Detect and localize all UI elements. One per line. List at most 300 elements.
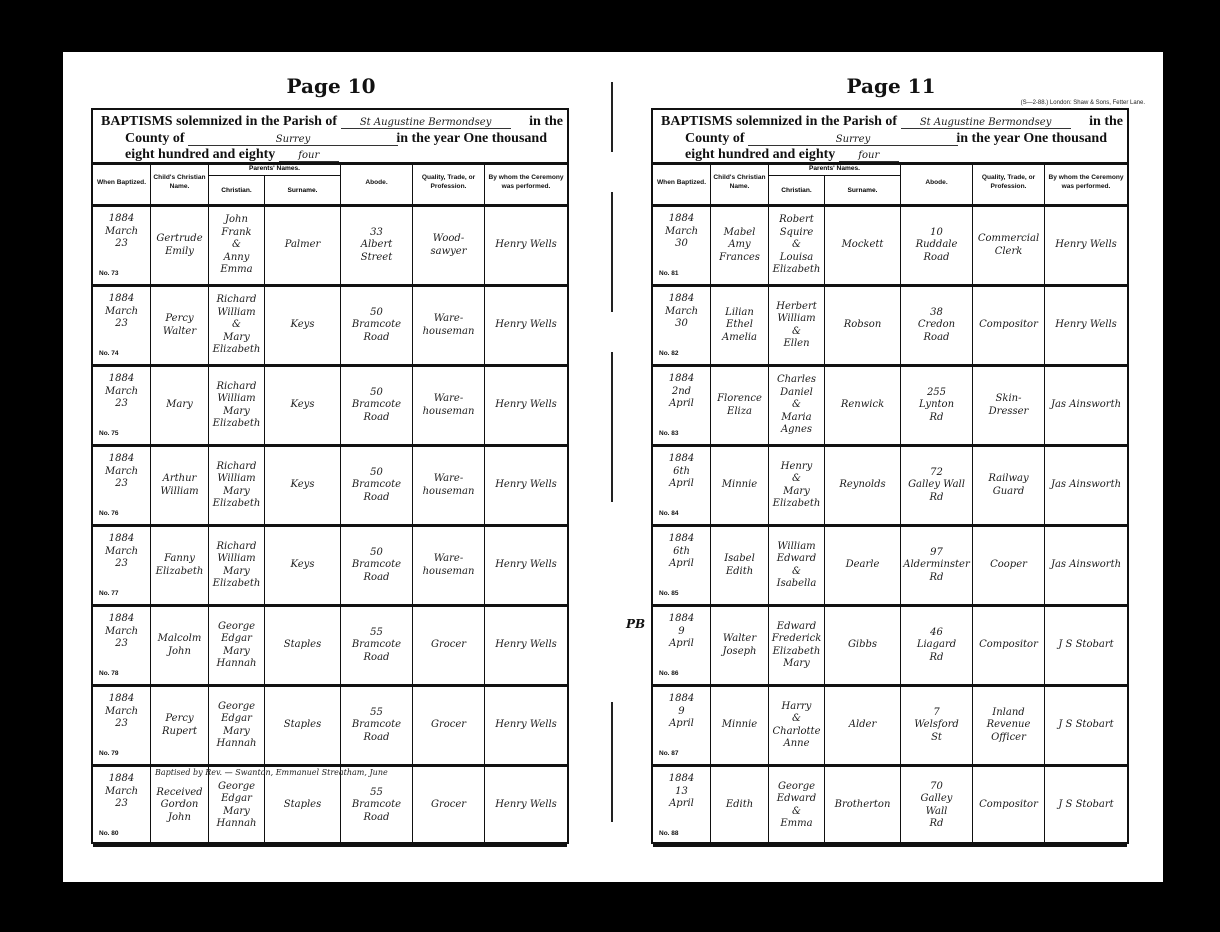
surname-text: Dearle (845, 559, 880, 571)
by-text: Jas Ainsworth (1050, 399, 1122, 411)
cell-surname (265, 607, 341, 684)
entry-number: No. 73 (99, 269, 119, 277)
surname-text: Robson (843, 319, 882, 331)
cell-quality (413, 607, 485, 684)
christian-text: Henry & Mary Elizabeth (772, 460, 821, 509)
parish-name: St Augustine Bermondsey (901, 117, 1071, 129)
by-text: Jas Ainsworth (1050, 479, 1122, 491)
cell-quality (413, 207, 485, 284)
surname-text: Staples (283, 799, 322, 811)
surname-text: Keys (290, 399, 315, 411)
year-value: four (279, 150, 339, 162)
heading-county-label: County of (685, 131, 745, 146)
cell-surname (825, 287, 901, 364)
quality-text: Ware- houseman (422, 473, 475, 497)
abode-text: 38 Credon Road (917, 306, 956, 343)
cell-surname (825, 527, 901, 604)
quality-text: Grocer (430, 799, 467, 811)
cell-abode (901, 607, 973, 684)
table-row (653, 447, 1127, 527)
cell-quality (973, 367, 1045, 444)
cell-abode (901, 687, 973, 764)
page-number: Page 11 (846, 74, 936, 98)
table-row (653, 527, 1127, 607)
date-text: 1884 13 April (668, 773, 695, 809)
cell-by (1045, 207, 1127, 284)
date-text: 1884 March 23 (104, 373, 139, 409)
heading-county-label: County of (125, 131, 185, 146)
cell-christian (769, 687, 825, 764)
cell-date (653, 527, 711, 604)
column-headers (653, 162, 1127, 207)
county-name: Surrey (748, 134, 958, 146)
cell-abode (341, 287, 413, 364)
column-headers (93, 162, 567, 207)
cell-by (485, 687, 567, 764)
cell-date (93, 687, 151, 764)
by-text: Henry Wells (1055, 319, 1117, 331)
cell-quality (413, 527, 485, 604)
cell-date (653, 447, 711, 524)
child-text: Walter Joseph (722, 633, 757, 657)
entry-number: No. 81 (659, 269, 679, 277)
child-text: Malcolm John (157, 633, 202, 657)
quality-text: Inland Revenue Officer (986, 706, 1031, 743)
surname-text: Gibbs (847, 639, 878, 651)
cell-christian (769, 767, 825, 844)
abode-text: 255 Lynton Rd (918, 386, 955, 423)
surname-text: Staples (283, 639, 322, 651)
cell-date (93, 287, 151, 364)
register-heading (653, 110, 1127, 165)
surname-text: Keys (290, 559, 315, 571)
by-text: Henry Wells (495, 799, 557, 811)
col-christian: Christian. (769, 176, 825, 204)
cell-quality (413, 367, 485, 444)
cell-christian (209, 447, 265, 524)
cell-surname (825, 207, 901, 284)
heading-parish-label: BAPTISMS solemnized in the Parish of (661, 114, 898, 129)
table-row (653, 767, 1127, 847)
left-page (81, 52, 581, 882)
date-text: 1884 March 23 (104, 773, 139, 809)
child-text: Received Gordon John (156, 786, 203, 823)
printer-imprint: (S—2-88.) London: Shaw & Sons, Fetter Lane. (1020, 100, 1145, 106)
child-text: Minnie (721, 719, 758, 731)
by-text: Henry Wells (1055, 239, 1117, 251)
cell-child (711, 607, 769, 684)
year-value: four (839, 150, 899, 162)
date-text: 1884 March 23 (104, 693, 139, 729)
surname-text: Keys (290, 479, 315, 491)
cell-abode (901, 447, 973, 524)
by-text: Henry Wells (495, 719, 557, 731)
surname-text: Mockett (841, 239, 884, 251)
child-text: Percy Walter (162, 313, 197, 337)
cell-surname (265, 367, 341, 444)
entry-number: No. 82 (659, 349, 679, 357)
by-text: Jas Ainsworth (1050, 559, 1122, 571)
child-text: Florence Eliza (717, 393, 762, 417)
entry-annotation: Baptised by Rev. — Swanton, Emmanuel Streatham, June (155, 768, 388, 777)
table-row (93, 527, 567, 607)
child-text: Lilian Ethel Amelia (722, 306, 757, 343)
abode-text: 55 Bramcote Road (351, 706, 402, 743)
entry-number: No. 76 (99, 509, 119, 517)
quality-text: Ware- houseman (422, 553, 475, 577)
entry-number: No. 87 (659, 749, 679, 757)
cell-date (93, 207, 151, 284)
christian-text: Edward Frederick Elizabeth Mary (771, 620, 822, 669)
by-text: Henry Wells (495, 639, 557, 651)
child-text: Gertrude Emily (156, 233, 203, 257)
table-row (93, 207, 567, 287)
by-text: J S Stobart (1058, 639, 1114, 651)
quality-text: Skin- Dresser (988, 393, 1029, 417)
cell-child (151, 367, 209, 444)
by-text: Henry Wells (495, 479, 557, 491)
abode-text: 50 Bramcote Road (351, 386, 402, 423)
cell-abode (341, 527, 413, 604)
register-heading (93, 110, 567, 165)
child-text: Percy Rupert (161, 713, 198, 737)
quality-text: Wood- sawyer (430, 233, 467, 257)
cell-by (485, 367, 567, 444)
abode-text: 70 Galley Wall Rd (920, 780, 953, 829)
cell-child (151, 687, 209, 764)
date-text: 1884 9 April (668, 613, 695, 649)
cell-quality (413, 767, 485, 844)
entry-number: No. 78 (99, 669, 119, 677)
christian-text: Charles Daniel & Maria Agnes (776, 374, 817, 436)
date-text: 1884 March 23 (104, 293, 139, 329)
abode-text: 97 Alderminster Rd (903, 546, 970, 583)
cell-by (1045, 527, 1127, 604)
abode-text: 46 Liagard Rd (916, 626, 957, 663)
christian-text: Herbert William & Ellen (776, 300, 817, 349)
quality-text: Commercial Clerk (977, 233, 1040, 257)
cell-child (711, 527, 769, 604)
cell-quality (973, 447, 1045, 524)
child-text: Mary (166, 399, 193, 411)
table-row (93, 287, 567, 367)
table-row (653, 287, 1127, 367)
heading-in-the: in the (1089, 114, 1123, 129)
surname-text: Palmer (284, 239, 321, 251)
cell-date (93, 367, 151, 444)
county-name: Surrey (188, 134, 398, 146)
entry-number: No. 79 (99, 749, 119, 757)
cell-by (1045, 607, 1127, 684)
cell-by (485, 607, 567, 684)
surname-text: Staples (283, 719, 322, 731)
abode-text: 10 Ruddale Road (915, 226, 958, 263)
cell-quality (413, 687, 485, 764)
cell-by (1045, 767, 1127, 844)
abode-text: 50 Bramcote Road (351, 306, 402, 343)
by-text: J S Stobart (1058, 719, 1114, 731)
cell-abode (341, 767, 413, 844)
child-text: Mabel Amy Frances (719, 226, 760, 263)
col-quality: Quality, Trade, or Profession. (973, 162, 1045, 204)
entry-number: No. 86 (659, 669, 679, 677)
cell-surname (265, 447, 341, 524)
col-christian: Christian. (209, 176, 265, 204)
quality-text: Compositor (979, 639, 1038, 651)
col-when: When Baptized. (653, 162, 711, 204)
date-text: 1884 March 23 (104, 213, 139, 249)
date-text: 1884 6th April (668, 533, 695, 569)
date-text: 1884 March 23 (104, 453, 139, 489)
table-row (653, 687, 1127, 767)
cell-by (485, 207, 567, 284)
entry-number: No. 80 (99, 829, 119, 837)
by-text: Henry Wells (495, 399, 557, 411)
cell-christian (209, 367, 265, 444)
heading-in-the: in the (529, 114, 563, 129)
abode-text: 50 Bramcote Road (351, 466, 402, 503)
christian-text: George Edgar Mary Hannah (216, 620, 257, 669)
by-text: J S Stobart (1058, 799, 1114, 811)
cell-child (711, 207, 769, 284)
cell-surname (265, 287, 341, 364)
col-abode: Abode. (341, 162, 413, 204)
cell-christian (209, 287, 265, 364)
christian-text: Richard William Mary Elizabeth (212, 460, 261, 509)
date-text: 1884 March 23 (104, 613, 139, 649)
christian-text: Harry & Charlotte Anne (772, 700, 821, 749)
child-text: Fanny Elizabeth (155, 553, 204, 577)
cell-surname (825, 367, 901, 444)
table-row (653, 207, 1127, 287)
heading-parish-label: BAPTISMS solemnized in the Parish of (101, 114, 338, 129)
date-text: 1884 March 30 (664, 293, 699, 329)
cell-date (93, 607, 151, 684)
cell-by (485, 527, 567, 604)
child-text: Edith (725, 799, 754, 811)
cell-by (485, 447, 567, 524)
cell-date (93, 767, 151, 844)
abode-text: 55 Bramcote Road (351, 786, 402, 823)
quality-text: Grocer (430, 719, 467, 731)
cell-abode (341, 607, 413, 684)
surname-text: Keys (290, 319, 315, 331)
table-row (93, 767, 567, 847)
surname-text: Reynolds (839, 479, 886, 491)
col-abode: Abode. (901, 162, 973, 204)
cell-date (93, 527, 151, 604)
cell-christian (769, 367, 825, 444)
surname-text: Brotherton (834, 799, 891, 811)
abode-text: 50 Bramcote Road (351, 546, 402, 583)
date-text: 1884 March 23 (104, 533, 139, 569)
heading-year-label: in the year One thousand (396, 131, 547, 146)
heading-year-label: in the year One thousand (956, 131, 1107, 146)
col-by-whom: By whom the Ceremony was performed. (1048, 174, 1124, 190)
christian-text: George Edgar Mary Hannah (216, 780, 257, 829)
heading-eighty-label: eight hundred and eighty (125, 147, 276, 162)
quality-text: Cooper (990, 559, 1027, 571)
quality-text: Grocer (430, 639, 467, 651)
cell-date (653, 207, 711, 284)
cell-by (1045, 287, 1127, 364)
cell-child (711, 367, 769, 444)
margin-note: PB (626, 617, 646, 631)
col-surname: Surname. (265, 176, 341, 204)
heading-eighty-label: eight hundred and eighty (685, 147, 836, 162)
cell-quality (413, 447, 485, 524)
surname-text: Alder (848, 719, 877, 731)
cell-christian (209, 687, 265, 764)
col-child: Child's Christian Name. (711, 162, 769, 204)
date-text: 1884 2nd April (668, 373, 695, 409)
abode-text: 72 Galley Wall Rd (908, 466, 965, 503)
page-number: Page 10 (286, 74, 376, 98)
cell-quality (413, 287, 485, 364)
cell-child (151, 207, 209, 284)
by-text: Henry Wells (495, 559, 557, 571)
cell-child (711, 687, 769, 764)
cell-abode (901, 767, 973, 844)
christian-text: Richard William Mary Elizabeth (212, 540, 261, 589)
register-frame (651, 108, 1129, 844)
cell-child (711, 447, 769, 524)
cell-surname (265, 687, 341, 764)
entry-number: No. 83 (659, 429, 679, 437)
entry-number: No. 85 (659, 589, 679, 597)
cell-quality (973, 207, 1045, 284)
by-text: Henry Wells (495, 319, 557, 331)
cell-quality (973, 767, 1045, 844)
christian-text: Richard William Mary Elizabeth (212, 380, 261, 429)
cell-child (711, 767, 769, 844)
cell-by (1045, 447, 1127, 524)
book-spine (611, 52, 615, 882)
cell-date (653, 767, 711, 844)
child-text: Isabel Edith (724, 553, 755, 577)
cell-by (1045, 367, 1127, 444)
quality-text: Ware- houseman (422, 313, 475, 337)
abode-text: 33 Albert Street (360, 226, 393, 263)
christian-text: John Frank & Anny Emma (220, 214, 253, 276)
cell-quality (973, 287, 1045, 364)
cell-abode (901, 527, 973, 604)
col-quality: Quality, Trade, or Profession. (413, 162, 485, 204)
table-row (653, 607, 1127, 687)
cell-christian (209, 207, 265, 284)
by-text: Henry Wells (495, 239, 557, 251)
abode-text: 55 Bramcote Road (351, 626, 402, 663)
abode-text: 7 Welsford St (914, 706, 959, 743)
cell-abode (341, 687, 413, 764)
cell-date (653, 367, 711, 444)
cell-child (711, 287, 769, 364)
cell-abode (341, 207, 413, 284)
date-text: 1884 9 April (668, 693, 695, 729)
cell-christian (769, 207, 825, 284)
cell-christian (769, 287, 825, 364)
cell-christian (769, 527, 825, 604)
cell-by (485, 767, 567, 844)
col-surname: Surname. (825, 176, 901, 204)
register-sheet (63, 52, 1163, 882)
cell-abode (341, 367, 413, 444)
right-page (641, 52, 1145, 882)
cell-christian (209, 527, 265, 604)
table-row (93, 607, 567, 687)
cell-surname (825, 607, 901, 684)
cell-by (1045, 687, 1127, 764)
cell-date (653, 287, 711, 364)
quality-text: Railway Guard (988, 473, 1029, 497)
entry-number: No. 74 (99, 349, 119, 357)
col-when: When Baptized. (93, 162, 151, 204)
quality-text: Compositor (979, 319, 1038, 331)
quality-text: Ware- houseman (422, 393, 475, 417)
cell-abode (901, 287, 973, 364)
cell-child (151, 287, 209, 364)
cell-surname (265, 527, 341, 604)
surname-text: Renwick (840, 399, 885, 411)
cell-surname (265, 207, 341, 284)
col-parents: Parents' Names. (769, 162, 901, 176)
cell-quality (973, 687, 1045, 764)
table-row (93, 447, 567, 527)
cell-child (151, 447, 209, 524)
table-row (93, 367, 567, 447)
christian-text: Richard William & Mary Elizabeth (212, 294, 261, 356)
cell-quality (973, 607, 1045, 684)
cell-christian (769, 607, 825, 684)
date-text: 1884 6th April (668, 453, 695, 489)
christian-text: Robert Squire & Louisa Elizabeth (772, 214, 821, 276)
cell-surname (825, 447, 901, 524)
cell-child (151, 527, 209, 604)
col-child: Child's Christian Name. (151, 162, 209, 204)
entry-number: No. 84 (659, 509, 679, 517)
cell-date (93, 447, 151, 524)
cell-surname (265, 767, 341, 844)
col-parents: Parents' Names. (209, 162, 341, 176)
cell-child (151, 607, 209, 684)
cell-abode (341, 447, 413, 524)
christian-text: George Edward & Emma (776, 780, 817, 829)
cell-christian (769, 447, 825, 524)
entry-number: No. 75 (99, 429, 119, 437)
entry-number: No. 88 (659, 829, 679, 837)
col-by-whom: By whom the Ceremony was performed. (488, 174, 564, 190)
register-frame (91, 108, 569, 844)
table-row (93, 687, 567, 767)
date-text: 1884 March 30 (664, 213, 699, 249)
cell-abode (901, 367, 973, 444)
cell-christian (209, 767, 265, 844)
parish-name: St Augustine Bermondsey (341, 117, 511, 129)
christian-text: George Edgar Mary Hannah (216, 700, 257, 749)
cell-christian (209, 607, 265, 684)
cell-abode (901, 207, 973, 284)
quality-text: Compositor (979, 799, 1038, 811)
cell-surname (825, 767, 901, 844)
child-text: Arthur William (160, 473, 199, 497)
entry-number: No. 77 (99, 589, 119, 597)
cell-child (151, 767, 209, 844)
cell-surname (825, 687, 901, 764)
table-row (653, 367, 1127, 447)
cell-date (653, 607, 711, 684)
cell-date (653, 687, 711, 764)
cell-quality (973, 527, 1045, 604)
